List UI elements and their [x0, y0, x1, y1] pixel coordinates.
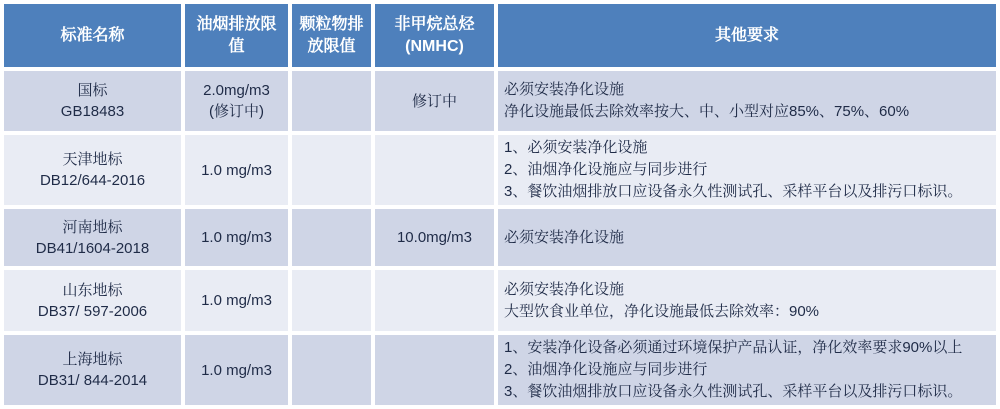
- cell-other-requirements: [498, 270, 996, 331]
- table-header-row: [4, 4, 996, 67]
- fume-limit-value: 1.0 mg/m3: [201, 361, 272, 379]
- header-nmhc: 非甲烷总烃(NMHC): [375, 4, 494, 67]
- other-requirement-line: 1、安装净化设备必须通过环境保护产品认证，净化效率要求90%以上: [504, 339, 963, 356]
- table-row-henan: [4, 209, 996, 266]
- cell-standard-name: [4, 209, 181, 266]
- cell-fume-limit: [185, 335, 288, 405]
- cell-other-requirements: [498, 71, 996, 131]
- cell-standard-name: [4, 335, 181, 405]
- other-requirement-line: 必须安装净化设施: [504, 280, 625, 298]
- cell-nmhc: 10.0mg/m3: [375, 209, 494, 266]
- cell-nmhc: 修订中: [375, 71, 494, 131]
- cell-fume-limit: [185, 71, 288, 131]
- other-requirement-line: 1、必须安装净化设施: [504, 139, 648, 156]
- cell-particulate-limit: [292, 270, 371, 331]
- fume-limit-value: 1.0 mg/m3: [201, 161, 272, 179]
- cell-standard-name: [4, 135, 181, 205]
- other-requirement-line: 2、油烟净化设施应与同步进行: [504, 161, 708, 178]
- cell-particulate-limit: [292, 209, 371, 266]
- other-requirement-line: 必须安装净化设施: [504, 228, 625, 246]
- standard-name: 上海地标: [62, 351, 123, 368]
- other-requirement-line: 3、餐饮油烟排放口应设备永久性测试孔、采样平台以及排污口标识。: [504, 183, 963, 200]
- standard-code: GB18483: [60, 103, 125, 120]
- other-requirement-line: 3、餐饮油烟排放口应设备永久性测试孔、采样平台以及排污口标识。: [504, 383, 963, 400]
- cell-other-requirements: [498, 135, 996, 205]
- cell-fume-limit: [185, 135, 288, 205]
- cell-nmhc: [375, 135, 494, 205]
- standard-code: DB41/1604-2018: [35, 239, 150, 257]
- cell-particulate-limit: [292, 335, 371, 405]
- standard-code: DB12/644-2016: [39, 172, 146, 189]
- other-requirement-line: 大型饮食业单位，净化设施最低去除效率：90%: [504, 302, 820, 320]
- standard-code: DB31/ 844-2014: [37, 372, 148, 389]
- table-row-shanghai: [4, 335, 996, 405]
- standard-name: 国标: [77, 82, 108, 99]
- cell-nmhc: [375, 270, 494, 331]
- header-other-requirements: 其他要求: [498, 4, 996, 67]
- header-standard-name: 标准名称: [4, 4, 181, 67]
- fume-limit-value: 1.0 mg/m3: [201, 229, 272, 246]
- other-requirement-line: 必须安装净化设施: [504, 81, 625, 98]
- standard-name: 山东地标: [62, 281, 123, 299]
- cell-particulate-limit: [292, 71, 371, 131]
- cell-standard-name: [4, 270, 181, 331]
- table-row-national: [4, 71, 996, 131]
- cell-other-requirements: [498, 335, 996, 405]
- table-row-tianjin: [4, 135, 996, 205]
- other-requirement-line: 2、油烟净化设施应与同步进行: [504, 361, 708, 378]
- standard-name: 河南地标: [62, 218, 123, 236]
- cell-nmhc: [375, 335, 494, 405]
- cell-standard-name: [4, 71, 181, 131]
- table-row-shandong: [4, 270, 996, 331]
- fume-limit-value: 2.0mg/m3: [203, 82, 270, 99]
- fume-limit-note: (修订中): [209, 103, 264, 120]
- fume-limit-value: 1.0 mg/m3: [201, 292, 272, 309]
- cell-fume-limit: [185, 209, 288, 266]
- other-requirement-line: 净化设施最低去除效率按大、中、小型对应85%、75%、60%: [504, 103, 910, 120]
- header-particulate-limit: 颗粒物排放限值: [292, 4, 371, 67]
- standard-code: DB37/ 597-2006: [37, 302, 148, 320]
- header-fume-limit: 油烟排放限值: [185, 4, 288, 67]
- cell-fume-limit: [185, 270, 288, 331]
- cell-particulate-limit: [292, 135, 371, 205]
- standard-name: 天津地标: [62, 151, 123, 168]
- cell-other-requirements: [498, 209, 996, 266]
